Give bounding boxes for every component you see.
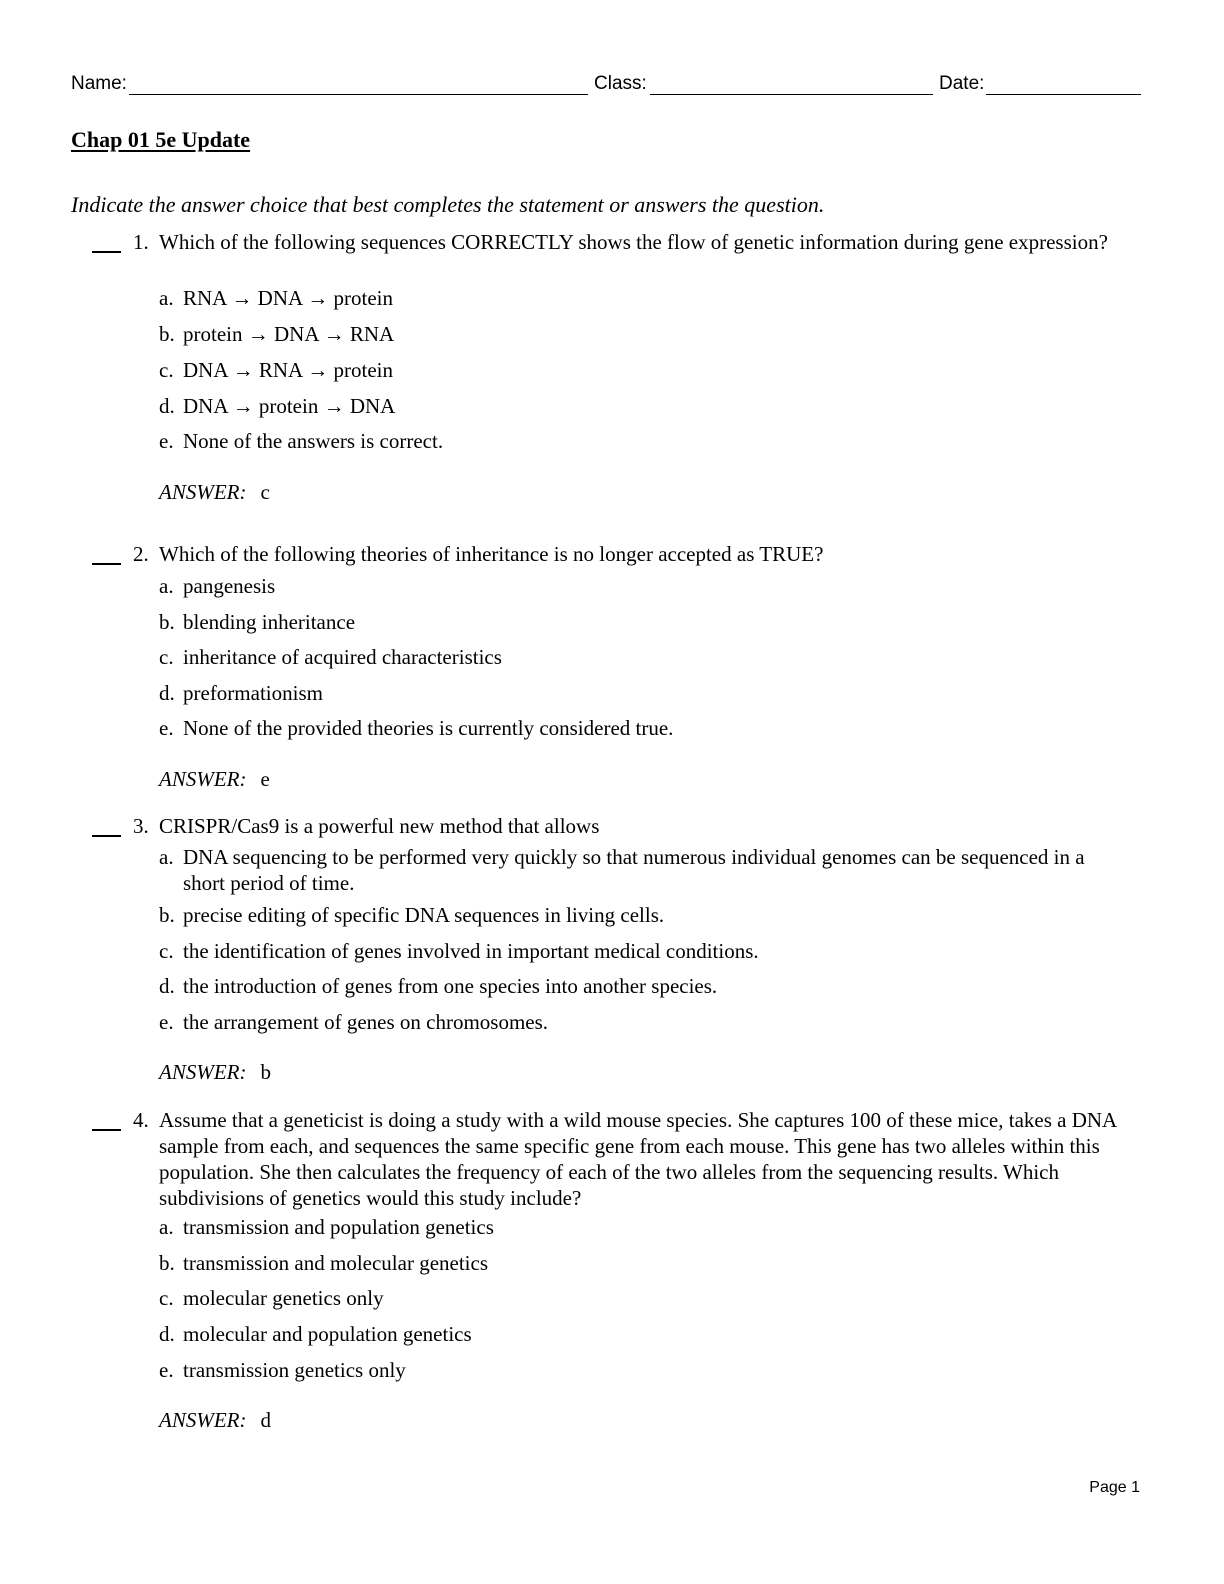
option-text: blending inheritance	[183, 610, 356, 634]
question-number: 3.	[133, 814, 149, 838]
option-letter: c.	[159, 939, 174, 963]
answer-value: c	[260, 480, 270, 504]
option-text: the identification of genes involved in important medical conditions.	[183, 939, 759, 963]
page-number: Page 1	[1089, 1479, 1140, 1496]
option-text: the introduction of genes from one species into another species.	[183, 974, 718, 998]
question-number: 2.	[133, 542, 149, 566]
option-text: None of the answers is correct.	[183, 429, 444, 453]
answer-blank[interactable]	[92, 814, 121, 837]
class-blank[interactable]	[650, 94, 933, 95]
question-number: 1.	[133, 230, 149, 254]
option-text: transmission genetics only	[183, 1358, 406, 1382]
question-number: 4.	[133, 1108, 149, 1132]
question-4	[0, 1107, 1224, 1437]
question-text: Which of the following theories of inheritance is no longer accepted as TRUE?	[159, 542, 824, 566]
option-letter: e.	[159, 1010, 174, 1034]
option-letter: a.	[159, 286, 174, 310]
option-text: transmission and molecular genetics	[183, 1251, 489, 1275]
option-letter: b.	[159, 1251, 175, 1275]
option-letter: c.	[159, 358, 174, 382]
option-text: RNA → DNA → protein	[183, 286, 393, 310]
option-letter: a.	[159, 574, 174, 598]
option-text: transmission and population genetics	[183, 1215, 494, 1239]
question-1	[0, 229, 1224, 519]
date-blank[interactable]	[986, 94, 1141, 95]
name-label: Name:	[71, 73, 127, 94]
option-text: DNA → RNA → protein	[183, 358, 393, 382]
instructions: Indicate the answer choice that best completes the statement or answers the question.	[71, 192, 825, 217]
date-label: Date:	[939, 73, 985, 94]
answer-value: d	[260, 1408, 271, 1432]
answer-value: b	[260, 1060, 271, 1084]
option-letter: b.	[159, 903, 175, 927]
option-letter: d.	[159, 681, 175, 705]
option-text: pangenesis	[183, 574, 276, 598]
answer-blank[interactable]	[92, 542, 121, 565]
option-letter: a.	[159, 1215, 174, 1239]
option-letter: c.	[159, 1286, 174, 1310]
answer-line	[159, 1407, 271, 1433]
question-text: Assume that a geneticist is doing a study with a wild mouse species. She captures 100 of these mice, takes a DNA sample from each, and sequences the same specific gene from each mouse. This gene has two alleles within this population. She then calculates the frequency of each of the two alleles from the sequencing results. Which subdivisions of genetics would this study include?	[159, 1108, 1117, 1210]
option-text: molecular genetics only	[183, 1286, 384, 1310]
option-text: DNA sequencing to be performed very quickly so that numerous individual genomes can be sequenced in a short period of time.	[183, 845, 1085, 895]
class-label: Class:	[594, 73, 647, 94]
answer-label: ANSWER:	[159, 1060, 247, 1084]
question-2	[0, 541, 1224, 801]
question-text: Which of the following sequences CORRECTLY shows the flow of genetic information during gene expression?	[159, 230, 1108, 254]
option-letter: b.	[159, 322, 175, 346]
answer-blank[interactable]	[92, 1108, 121, 1131]
option-text: inheritance of acquired characteristics	[183, 645, 502, 669]
answer-blank[interactable]	[92, 230, 121, 253]
page-title: Chap 01 5e Update	[71, 127, 251, 152]
option-letter: c.	[159, 645, 174, 669]
answer-label: ANSWER:	[159, 767, 247, 791]
option-letter: d.	[159, 394, 175, 418]
name-blank[interactable]	[129, 94, 588, 95]
answer-value: e	[260, 767, 270, 791]
option-letter: d.	[159, 974, 175, 998]
answer-line	[159, 766, 270, 792]
option-letter: e.	[159, 716, 174, 740]
option-letter: b.	[159, 610, 175, 634]
option-text: precise editing of specific DNA sequences in living cells.	[183, 903, 665, 927]
answer-label: ANSWER:	[159, 480, 247, 504]
option-letter: e.	[159, 429, 174, 453]
option-text: None of the provided theories is currently considered true.	[183, 716, 674, 740]
option-text: preformationism	[183, 681, 323, 705]
option-letter: d.	[159, 1322, 175, 1346]
option-text: molecular and population genetics	[183, 1322, 472, 1346]
answer-line	[159, 479, 270, 505]
student-info-header	[71, 72, 1141, 98]
option-letter: e.	[159, 1358, 174, 1382]
option-letter: a.	[159, 845, 174, 869]
question-3	[0, 813, 1224, 1093]
answer-line	[159, 1059, 271, 1085]
option-text: protein → DNA → RNA	[183, 322, 395, 346]
question-text: CRISPR/Cas9 is a powerful new method that allows	[159, 814, 600, 838]
option-text: the arrangement of genes on chromosomes.	[183, 1010, 549, 1034]
option-text: DNA → protein → DNA	[183, 394, 396, 418]
answer-label: ANSWER:	[159, 1408, 247, 1432]
